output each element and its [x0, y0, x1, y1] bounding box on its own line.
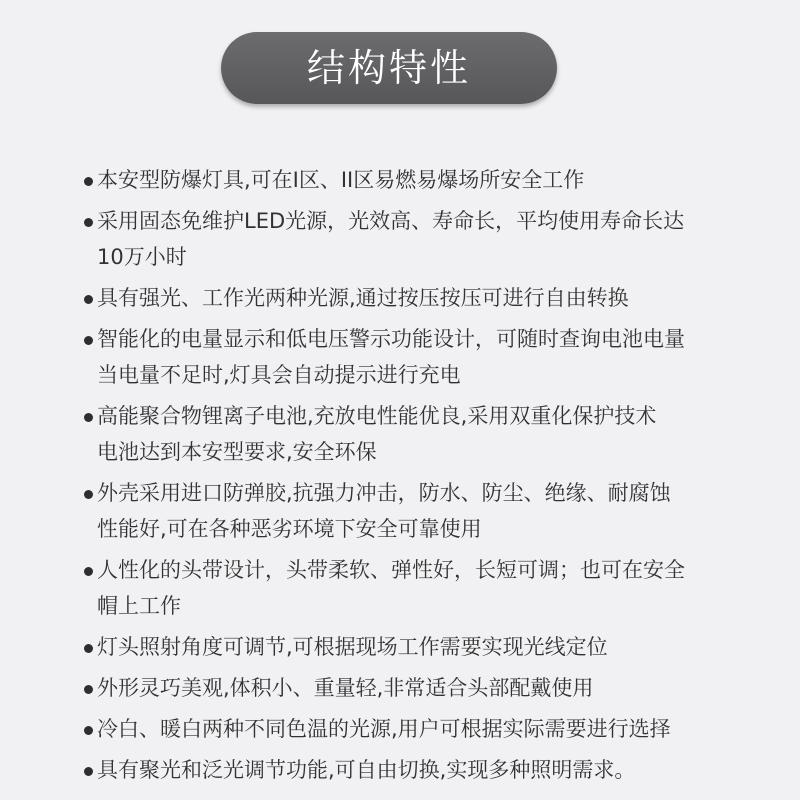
- feature-line: 冷白、暖白两种不同色温的光源,用户可根据实际需要进行选择: [97, 717, 671, 741]
- feature-line: 人性化的头带设计，头带柔软、弹性好，长短可调；也可在安全: [97, 558, 685, 582]
- bullet-icon: [84, 218, 93, 227]
- feature-item: [80, 629, 740, 665]
- feature-line: 10万小时: [97, 245, 187, 269]
- bullet-icon: [84, 644, 93, 653]
- feature-line: 外形灵巧美观,体积小、重量轻,非常适合头部配戴使用: [97, 676, 594, 700]
- bullet-icon: [84, 490, 93, 499]
- section-title-badge: [221, 32, 557, 104]
- feature-item: [80, 670, 740, 706]
- bullet-icon: [84, 336, 93, 345]
- feature-line: 本安型防爆灯具,可在I区、II区易燃易爆场所安全工作: [97, 168, 585, 192]
- feature-item: [80, 752, 740, 788]
- feature-item: [80, 321, 740, 393]
- feature-line: 智能化的电量显示和低电压警示功能设计，可随时查询电池电量: [97, 327, 685, 351]
- feature-item: [80, 162, 740, 198]
- feature-item: [80, 398, 740, 470]
- feature-line: 电池达到本安型要求,安全环保: [97, 440, 377, 464]
- feature-item: [80, 552, 740, 624]
- feature-line: 高能聚合物锂离子电池,充放电性能优良,采用双重化保护技术: [97, 404, 657, 428]
- bullet-icon: [84, 295, 93, 304]
- feature-item: [80, 711, 740, 747]
- feature-line: 具有聚光和泛光调节功能,可自由切换,实现多种照明需求。: [97, 758, 636, 782]
- feature-line: 具有强光、工作光两种光源,通过按压按压可进行自由转换: [97, 286, 629, 310]
- feature-item: [80, 475, 740, 547]
- bullet-icon: [84, 767, 93, 776]
- bullet-icon: [84, 177, 93, 186]
- feature-item: [80, 203, 740, 275]
- bullet-icon: [84, 685, 93, 694]
- feature-line: 采用固态免维护LED光源，光效高、寿命长，平均使用寿命长达: [97, 209, 685, 233]
- feature-list: [80, 162, 740, 793]
- feature-item: [80, 280, 740, 316]
- feature-line: 外壳采用进口防弹胶,抗强力冲击，防水、防尘、绝缘、耐腐蚀: [97, 481, 671, 505]
- section-title: 结构特性: [306, 46, 471, 90]
- feature-line: 当电量不足时,灯具会自动提示进行充电: [97, 363, 461, 387]
- bullet-icon: [84, 567, 93, 576]
- feature-line: 帽上工作: [97, 594, 181, 618]
- feature-line: 灯头照射角度可调节,可根据现场工作需要实现光线定位: [97, 635, 608, 659]
- bullet-icon: [84, 413, 93, 422]
- bullet-icon: [84, 726, 93, 735]
- feature-line: 性能好,可在各种恶劣环境下安全可靠使用: [97, 517, 482, 541]
